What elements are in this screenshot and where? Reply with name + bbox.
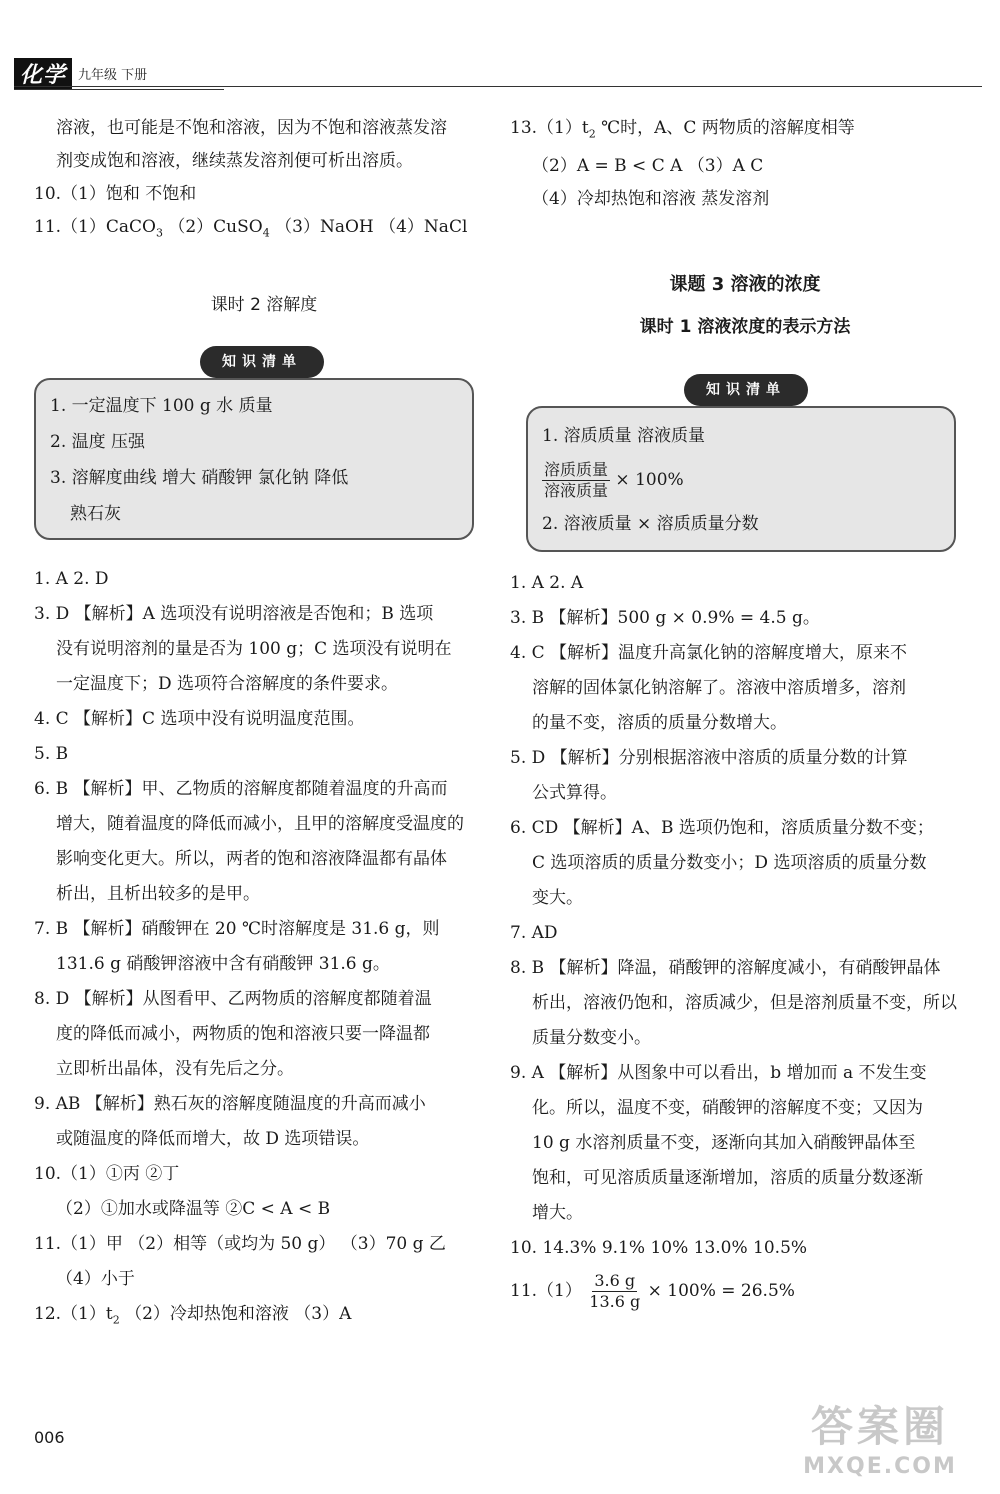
section-title: 课时 2 溶解度 (210, 295, 318, 316)
subject-logo: 化学 (14, 58, 72, 89)
knowledge-badge-wrap (510, 374, 980, 410)
answer-13-2: （2）A = B < C A （3）A C (532, 156, 764, 177)
answer-11-post: × 100% = 26.5% (647, 1281, 795, 1302)
answer-line: 6. B 【解析】甲、乙物质的溶解度都随着温度的升高而 (34, 779, 448, 800)
answer-13-3: （4）冷却热饱和溶液 蒸发溶剂 (532, 189, 770, 210)
answer-line: 6. CD 【解析】A、B 选项仍饱和，溶质质量分数不变； (510, 818, 934, 839)
subscript: 4 (262, 226, 270, 240)
answer-line: 7. B 【解析】硝酸钾在 20 ℃时溶解度是 31.6 g，则 (34, 919, 440, 940)
answer-line: 变大。 (532, 888, 583, 909)
answer-line: 化。所以，温度不变，硝酸钾的溶解度不变；又因为 (532, 1098, 923, 1119)
answer-line: 的量不变，溶质的质量分数增大。 (532, 713, 787, 734)
section-title: 课时 1 溶液浓度的表示方法 (639, 317, 851, 338)
knowledge-badge-wrap (34, 346, 494, 382)
answer-line: （2）①加水或降温等 ②C < A < B (56, 1199, 331, 1220)
left-column (34, 112, 494, 1338)
knowledge-box (526, 406, 956, 552)
box-line: 1. 溶质质量 溶液质量 (542, 426, 706, 447)
answer-line: 析出，溶液仍饱和，溶质减少，但是溶剂质量不变，所以 (532, 993, 957, 1014)
answer-11-formula (510, 1266, 980, 1316)
answer-11 (34, 211, 494, 249)
answer-line: 没有说明溶剂的量是否为 100 g；C 选项没有说明在 (56, 639, 452, 660)
knowledge-box (34, 378, 474, 540)
answer-line: 8. D 【解析】从图看甲、乙两物质的溶解度都随着温 (34, 989, 432, 1010)
answer-12 (34, 1297, 494, 1337)
answer-line: 5. B (34, 744, 69, 765)
box-line: 1. 一定温度下 100 g 水 质量 (50, 396, 273, 417)
answer-line: 一定温度下；D 选项符合溶解度的条件要求。 (56, 674, 399, 695)
answer-line: 9. A 【解析】从图象中可以看出，b 增加而 a 不发生变 (510, 1063, 927, 1084)
page-header (14, 60, 147, 86)
box-line: 熟石灰 (70, 504, 121, 525)
answer-line: 4. C 【解析】C 选项中没有说明温度范围。 (34, 709, 365, 730)
answer-line: 析出，且析出较多的是甲。 (56, 884, 260, 905)
answer-line: 或随温度的降低而增大，故 D 选项错误。 (56, 1129, 370, 1150)
fraction-denominator: 溶液质量 (544, 481, 609, 501)
box-line: 2. 温度 压强 (50, 432, 146, 453)
answer-line: 溶解的固体氯化钠溶解了。溶液中溶质增多，溶剂 (532, 678, 906, 699)
subscript: 3 (155, 226, 163, 240)
answer-line: 8. B 【解析】降温，硝酸钾的溶解度减小，有硝酸钾晶体 (510, 958, 941, 979)
answer-line: 10.（1）①丙 ②丁 (34, 1164, 180, 1185)
answer-11-pre: 11.（1） (510, 1281, 582, 1302)
answer-line: 立即析出晶体，没有先后之分。 (56, 1059, 294, 1080)
answer-line: 饱和，可见溶质质量逐渐增加，溶质的质量分数逐渐 (532, 1168, 923, 1189)
box-formula (542, 456, 940, 504)
fraction (587, 1271, 642, 1312)
answer-13-pre: 13.（1）t (510, 118, 589, 138)
answer-line: 3. D 【解析】A 选项没有说明溶液是否饱和；B 选项 (34, 604, 434, 625)
answer-13-post: ℃时，A、C 两物质的溶解度相等 (595, 118, 855, 138)
page-number: 006 (34, 1428, 65, 1447)
subscript: 2 (112, 1313, 120, 1327)
answer-line: 11.（1）甲 （2）相等（或均为 50 g） （3）70 g 乙 (34, 1234, 446, 1255)
answer-line: 质量分数变小。 (532, 1028, 651, 1049)
answer-line: 7. AD (510, 923, 558, 944)
text-line: 剂变成饱和溶液，继续蒸发溶剂便可析出溶质。 (56, 151, 413, 171)
answer-line: 10. 14.3% 9.1% 10% 13.0% 10.5% (510, 1238, 808, 1259)
answer-12-post: （2）冷却热饱和溶液 （3）A (119, 1304, 352, 1325)
answer-11-part-a: 11.（1）CaCO (34, 217, 156, 237)
answer-line: （4）小于 (56, 1269, 135, 1290)
watermark (770, 1400, 990, 1490)
fraction-numerator: 3.6 g (594, 1271, 636, 1291)
fraction (542, 460, 610, 501)
answer-line: 度的降低而减小，两物质的饱和溶液只要一降温都 (56, 1024, 430, 1045)
answer-line: 增大，随着温度的降低而减小，且甲的溶解度受温度的 (56, 814, 464, 835)
subscript: 2 (588, 127, 596, 141)
answer-line: 131.6 g 硝酸钾溶液中含有硝酸钾 31.6 g。 (56, 954, 390, 975)
answer-line: 3. B 【解析】500 g × 0.9% = 4.5 g。 (510, 608, 820, 629)
watermark-url: MXQE.COM (803, 1454, 957, 1479)
right-column (510, 112, 980, 1316)
answer-line: 公式算得。 (532, 783, 617, 804)
fraction-tail: × 100% (615, 470, 684, 491)
answer-12-pre: 12.（1）t (34, 1304, 113, 1325)
box-line: 3. 溶解度曲线 增大 硝酸钾 氯化钠 降低 (50, 468, 349, 489)
answer-line: 影响变化更大。所以，两者的饱和溶液降温都有晶体 (56, 849, 447, 870)
grade-label: 九年级 下册 (78, 67, 148, 83)
fraction-denominator: 13.6 g (589, 1292, 641, 1312)
box-line: 2. 溶液质量 × 溶质质量分数 (542, 514, 759, 535)
watermark-text: 答案圈 (810, 1402, 949, 1451)
text-line: 溶液，也可能是不饱和溶液，因为不饱和溶液蒸发溶 (56, 118, 447, 138)
answer-10: 10.（1）饱和 不饱和 (34, 184, 197, 204)
answer-line: 1. A 2. A (510, 573, 584, 594)
fraction-numerator: 溶质质量 (544, 460, 609, 480)
topic-title: 课题 3 溶液的浓度 (669, 274, 821, 296)
answer-11-part-c: （3）NaOH （4）NaCl (269, 217, 468, 237)
answer-line: 4. C 【解析】温度升高氯化钠的溶解度增大，原来不 (510, 643, 908, 664)
answer-line: 增大。 (532, 1203, 583, 1224)
answer-line: 9. AB 【解析】熟石灰的溶解度随温度的升高而减小 (34, 1094, 426, 1115)
answer-line: 1. A 2. D (34, 569, 109, 590)
answer-line: C 选项溶质的质量分数变小；D 选项溶质的质量分数 (532, 853, 927, 874)
answer-11-part-b: （2）CuSO (162, 217, 263, 237)
knowledge-badge: 知识清单 (200, 346, 324, 378)
header-rule-secondary (14, 89, 224, 90)
answer-13-1 (510, 112, 980, 150)
answer-line: 5. D 【解析】分别根据溶液中溶质的质量分数的计算 (510, 748, 908, 769)
knowledge-badge: 知识清单 (684, 374, 808, 406)
answer-line: 10 g 水溶剂质量不变，逐渐向其加入硝酸钾晶体至 (532, 1133, 916, 1154)
header-rule (14, 86, 982, 87)
